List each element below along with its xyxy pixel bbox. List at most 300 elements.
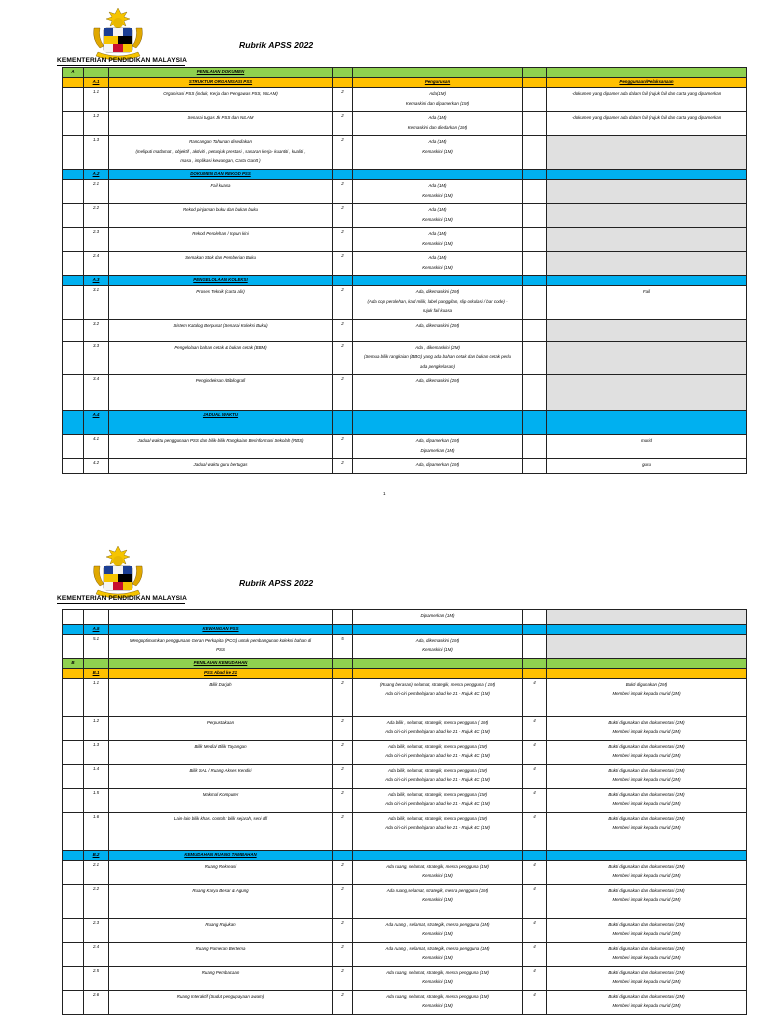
item-number-cell: 3.3 xyxy=(84,341,109,375)
item-number-cell: A.2 xyxy=(84,170,109,180)
management-score-cell: 2 xyxy=(333,204,353,228)
usage-descriptor-cell xyxy=(547,788,747,812)
section-letter-cell xyxy=(63,112,84,136)
usage-descriptor-cell xyxy=(547,286,747,320)
management-descriptor-cell xyxy=(353,884,523,918)
usage-score-cell xyxy=(523,68,547,78)
usage-score-cell xyxy=(523,850,547,860)
section-header-row xyxy=(63,276,747,286)
criteria-cell xyxy=(109,788,333,812)
rubric-row xyxy=(63,286,747,320)
management-score-cell: 2 xyxy=(333,180,353,204)
usage-score-cell: 4 xyxy=(523,788,547,812)
management-descriptor-cell-line: Kemaskini (1M) xyxy=(422,216,453,222)
usage-score-cell: 4 xyxy=(523,918,547,942)
management-score-cell: 2 xyxy=(333,942,353,966)
management-descriptor-cell-line: Ada ciri-ciri pembelajaran abad ke 21 - Rujuk 4C (1M) xyxy=(385,753,490,758)
criteria-cell: PENILAIAN DOKUMEN xyxy=(109,68,333,78)
usage-descriptor-cell-line: Memberi impak kepada murid (2M) xyxy=(612,897,681,902)
usage-descriptor-cell-line: Bukti digunakan dan dokumentasi (2M) xyxy=(608,993,685,999)
usage-score-cell xyxy=(523,668,547,678)
management-score-cell: 2 xyxy=(333,740,353,764)
rubric-row xyxy=(63,88,747,112)
criteria-cell xyxy=(109,341,333,375)
criteria-cell-line: PSS xyxy=(216,647,225,652)
item-number-cell: 2.5 xyxy=(84,966,109,990)
criteria-cell-line: Bilik Media/ Bilik Tayangan xyxy=(194,743,247,749)
usage-descriptor-cell xyxy=(547,812,747,850)
management-score-cell: 2 xyxy=(333,812,353,850)
criteria-cell-line: Bilik SAL / Ruang Akses Kendiri xyxy=(189,767,252,773)
criteria-cell-line: Pengelolaan bahan cetak & bukan cetak (BBM) xyxy=(174,344,267,350)
criteria-cell xyxy=(109,286,333,320)
usage-descriptor-cell xyxy=(547,850,747,860)
usage-descriptor-cell-line: Bukti digunakan dan dokumentasi (2M) xyxy=(608,969,685,975)
item-number-cell: 2.1 xyxy=(84,860,109,884)
usage-descriptor-cell xyxy=(547,658,747,668)
usage-score-cell xyxy=(523,341,547,375)
management-descriptor-cell xyxy=(353,276,523,286)
management-descriptor-cell-line: Ada, dikemaskini (2M) xyxy=(415,289,460,294)
usage-score-cell xyxy=(523,375,547,411)
usage-descriptor-cell xyxy=(547,918,747,942)
item-number-cell: 2.6 xyxy=(84,990,109,1014)
management-descriptor-cell-line: Ada bilik, selamat, strategik, mesra pengguna (1M) xyxy=(387,815,488,821)
criteria-cell-line: Rekod Perolehan / Inpun kini xyxy=(192,231,249,236)
usage-descriptor-cell-line: Bukti digunakan dan dokumentasi (2M) xyxy=(608,815,685,821)
section-letter-cell xyxy=(63,459,84,474)
management-score-cell xyxy=(333,658,353,668)
section-letter-cell xyxy=(63,990,84,1014)
usage-score-cell xyxy=(523,658,547,668)
management-descriptor-cell-line: Ada ruang , selamat, strategik, mesra pengguna (1M) xyxy=(385,921,490,927)
management-descriptor-cell xyxy=(353,435,523,459)
criteria-cell-line: Sistem Katalog Berpusat (Senarai Koleksi Buku) xyxy=(173,322,268,328)
usage-score-cell: 4 xyxy=(523,740,547,764)
management-descriptor-cell xyxy=(353,228,523,252)
item-number-cell: 3.1 xyxy=(84,286,109,320)
rubric-row xyxy=(63,459,747,474)
management-descriptor-cell-line: Ada ciri-ciri pembelajaran abad ke 21 - Rujuk 4C (1M) xyxy=(385,825,490,830)
criteria-cell xyxy=(109,918,333,942)
rubric-row xyxy=(63,884,747,918)
management-descriptor-cell-line: Dipamerkan (1M) xyxy=(420,447,455,453)
management-descriptor-cell xyxy=(353,678,523,716)
criteria-cell xyxy=(109,459,333,474)
management-descriptor-cell-line: Kemaskini (1M) xyxy=(422,1003,453,1008)
criteria-cell-line: Ruang Rekreasi xyxy=(204,863,237,869)
coat-of-arms-logo xyxy=(84,544,152,600)
management-descriptor-cell-line: Ada ruang, selamat, strategik, mesra pengguna (1M) xyxy=(386,993,489,999)
usage-score-cell xyxy=(523,136,547,170)
criteria-cell xyxy=(109,204,333,228)
usage-descriptor-cell xyxy=(547,634,747,658)
rubric-row xyxy=(63,634,747,658)
rubric-row xyxy=(63,716,747,740)
usage-score-cell: 4 xyxy=(523,860,547,884)
usage-descriptor-cell xyxy=(547,668,747,678)
usage-score-cell xyxy=(523,88,547,112)
item-number-cell: 2.4 xyxy=(84,942,109,966)
usage-descriptor-cell xyxy=(547,341,747,375)
management-descriptor-cell: Pengurusan xyxy=(353,78,523,88)
management-descriptor-cell xyxy=(353,112,523,136)
section-letter-cell xyxy=(63,276,84,286)
management-descriptor-cell-line: Ada(1M) xyxy=(429,91,446,96)
section-letter-cell xyxy=(63,884,84,918)
criteria-cell-line: masa , implikasi kewangan, Carta Gantt ) xyxy=(180,158,261,163)
page-gap xyxy=(0,520,768,538)
coat-of-arms-logo xyxy=(84,6,152,62)
ministry-underline xyxy=(57,603,185,604)
management-descriptor-cell xyxy=(353,411,523,435)
section-letter-cell xyxy=(63,764,84,788)
management-descriptor-cell-line: Ada ciri-ciri pembelajaran abad ke 21 - Rujuk 4C (1M) xyxy=(385,729,490,734)
management-descriptor-cell xyxy=(353,788,523,812)
rubric-row xyxy=(63,918,747,942)
usage-descriptor-cell xyxy=(547,884,747,918)
management-score-cell: 2 xyxy=(333,678,353,716)
rubric-row xyxy=(63,966,747,990)
management-descriptor-cell-line: Ada ciri-ciri pembelajaran abad ke 21 - Rujuk 4C (1M) xyxy=(385,777,490,782)
item-number-cell: 2.2 xyxy=(84,204,109,228)
management-descriptor-cell xyxy=(353,459,523,474)
usage-descriptor-cell xyxy=(547,375,747,411)
item-number-cell: A.5 xyxy=(84,624,109,634)
management-score-cell xyxy=(333,78,353,88)
usage-descriptor-cell xyxy=(547,435,747,459)
management-descriptor-cell-line: Kemaskini dan diedarkan (1M) xyxy=(407,124,468,130)
criteria-cell xyxy=(109,634,333,658)
usage-score-cell: 4 xyxy=(523,942,547,966)
management-descriptor-cell-line: Kemaskini (1M) xyxy=(422,192,453,198)
item-number-cell: B.2 xyxy=(84,850,109,860)
rubric-row xyxy=(63,788,747,812)
management-descriptor-cell-line: Kemaskini (1M) xyxy=(422,897,453,902)
usage-descriptor-cell-line: Bukti digunakan dan dokumentasi (2M) xyxy=(608,767,685,773)
criteria-cell: PSS Abad ke 21 xyxy=(109,668,333,678)
management-score-cell xyxy=(333,276,353,286)
management-descriptor-cell-line: Ada (1M) xyxy=(428,207,447,212)
management-descriptor-cell-line: Kemaskini (1M) xyxy=(422,148,453,154)
item-number-cell: 5.1 xyxy=(84,634,109,658)
usage-score-cell xyxy=(523,170,547,180)
criteria-cell: JADUAL WAKTU xyxy=(109,411,333,435)
criteria-cell xyxy=(109,860,333,884)
document-title: Rubrik APSS 2022 xyxy=(239,578,314,588)
management-descriptor-cell xyxy=(353,918,523,942)
management-descriptor-cell xyxy=(353,68,523,78)
usage-descriptor-cell-line: Bukti digunakan (2M) xyxy=(625,681,668,687)
management-descriptor-cell xyxy=(353,990,523,1014)
management-score-cell: 2 xyxy=(333,860,353,884)
section-letter-cell xyxy=(63,170,84,180)
section-letter-cell xyxy=(63,411,84,435)
usage-score-cell xyxy=(523,610,547,625)
management-descriptor-cell-line: Kemaskini (1M) xyxy=(422,240,453,246)
usage-descriptor-cell xyxy=(547,319,747,341)
management-descriptor-cell xyxy=(353,136,523,170)
management-score-cell xyxy=(333,850,353,860)
rubric-row xyxy=(63,678,747,716)
usage-descriptor-cell-line: Memberi impak kepada murid (2M) xyxy=(612,777,681,782)
management-descriptor-cell xyxy=(353,170,523,180)
item-number-cell: 2.3 xyxy=(84,918,109,942)
usage-descriptor-cell-line: Memberi impak kepada murid (2M) xyxy=(612,979,681,984)
usage-score-cell: 4 xyxy=(523,990,547,1014)
management-score-cell: 2 xyxy=(333,435,353,459)
item-number-cell xyxy=(84,658,109,668)
management-score-cell: 2 xyxy=(333,788,353,812)
criteria-cell xyxy=(109,375,333,411)
criteria-cell-line: Senarai tugas Jk PSS dan NILAM xyxy=(187,115,254,120)
management-score-cell: 2 xyxy=(333,990,353,1014)
usage-descriptor-cell-line: Bukti digunakan dan dokumentasi (2M) xyxy=(608,719,685,725)
management-descriptor-cell-line: Ada (1M) xyxy=(428,115,447,120)
item-number-cell: 1.3 xyxy=(84,740,109,764)
management-score-cell: 2 xyxy=(333,716,353,740)
section-header-row xyxy=(63,170,747,180)
section-letter-cell xyxy=(63,319,84,341)
item-number-cell: 4.2 xyxy=(84,459,109,474)
item-number-cell: 1.4 xyxy=(84,764,109,788)
usage-score-cell: 4 xyxy=(523,678,547,716)
rubric-row xyxy=(63,990,747,1014)
management-score-cell xyxy=(333,610,353,625)
management-score-cell xyxy=(333,624,353,634)
rubric-row xyxy=(63,319,747,341)
item-number-cell: 1.3 xyxy=(84,136,109,170)
rubric-row xyxy=(63,204,747,228)
usage-score-cell xyxy=(523,276,547,286)
management-score-cell: 2 xyxy=(333,228,353,252)
criteria-cell xyxy=(109,966,333,990)
usage-descriptor-cell-line: -dokumen yang dipamer ada dalam fail (rujuk fail dan carta yang dipamerkan xyxy=(571,91,722,96)
usage-descriptor-cell-line: Bukti digunakan dan dokumentasi (2M) xyxy=(608,887,685,893)
management-descriptor-cell-line: Kemaskini dan dipamerkan (1M) xyxy=(405,100,470,106)
criteria-cell-line: Lain-lain bilik khas. contoh: bilik sejarah, seni dll xyxy=(173,815,268,821)
management-score-cell: 5 xyxy=(333,634,353,658)
management-descriptor-cell xyxy=(353,942,523,966)
usage-descriptor-cell xyxy=(547,411,747,435)
usage-descriptor-cell xyxy=(547,204,747,228)
section-letter-cell xyxy=(63,204,84,228)
rubric-row xyxy=(63,136,747,170)
criteria-cell xyxy=(109,435,333,459)
section-letter-cell xyxy=(63,740,84,764)
management-descriptor-cell-line: Kemaskini (1M) xyxy=(422,647,453,652)
section-header-row xyxy=(63,78,747,88)
usage-descriptor-cell-line: Memberi impak kepada murid (2M) xyxy=(612,729,681,734)
item-number-cell xyxy=(84,610,109,625)
section-letter-cell xyxy=(63,716,84,740)
management-descriptor-cell-line: Kemaskini (1M) xyxy=(422,873,453,878)
usage-score-cell xyxy=(523,78,547,88)
usage-descriptor-cell xyxy=(547,276,747,286)
management-score-cell: 2 xyxy=(333,764,353,788)
usage-descriptor-cell xyxy=(547,136,747,170)
item-number-cell: 4.1 xyxy=(84,435,109,459)
usage-descriptor-cell xyxy=(547,860,747,884)
item-number-cell: 1.5 xyxy=(84,788,109,812)
management-descriptor-cell-line: Ada bilik , selamat, strategik, mesra pengguna ( 1M) xyxy=(386,719,489,725)
management-descriptor-cell-line: Kemaskini (1M) xyxy=(422,979,453,984)
usage-descriptor-cell xyxy=(547,624,747,634)
section-letter-cell: B xyxy=(63,658,84,668)
usage-descriptor-cell-line: guru xyxy=(642,462,651,467)
criteria-cell xyxy=(109,990,333,1014)
section-letter-cell xyxy=(63,228,84,252)
criteria-cell xyxy=(109,678,333,716)
usage-descriptor-cell-line: Memberi impak kepada murid (2M) xyxy=(612,801,681,806)
usage-score-cell xyxy=(523,180,547,204)
management-descriptor-cell xyxy=(353,204,523,228)
usage-descriptor-cell-line: Memberi impak kepada murid (2M) xyxy=(612,873,681,878)
rubric-row xyxy=(63,740,747,764)
item-number-cell: 1.2 xyxy=(84,716,109,740)
management-descriptor-cell xyxy=(353,624,523,634)
criteria-cell-line: Makmal Komputer xyxy=(202,791,239,797)
criteria-cell xyxy=(109,884,333,918)
section-header-row xyxy=(63,668,747,678)
usage-descriptor-cell xyxy=(547,716,747,740)
criteria-cell-line: Organisasi PSS (induk, Kerja dan Pengawas PSS, NILAM) xyxy=(163,91,278,96)
usage-score-cell xyxy=(523,435,547,459)
usage-score-cell: 4 xyxy=(523,966,547,990)
section-header-row xyxy=(63,624,747,634)
management-score-cell: 2 xyxy=(333,286,353,320)
management-descriptor-cell xyxy=(353,658,523,668)
section-letter-cell xyxy=(63,850,84,860)
management-score-cell: 2 xyxy=(333,319,353,341)
section-letter-cell xyxy=(63,610,84,625)
management-score-cell: 2 xyxy=(333,252,353,276)
section-letter-cell xyxy=(63,788,84,812)
criteria-cell xyxy=(109,812,333,850)
rubric-row xyxy=(63,610,747,625)
criteria-cell xyxy=(109,228,333,252)
ministry-underline xyxy=(57,65,185,66)
usage-descriptor-cell xyxy=(547,678,747,716)
section-letter-cell xyxy=(63,286,84,320)
rubric-table xyxy=(62,67,747,474)
usage-descriptor-cell xyxy=(547,252,747,276)
usage-descriptor-cell-line: Bukti digunakan dan dokumentasi (2M) xyxy=(608,743,685,749)
criteria-cell-line: Ruang Pembacaan xyxy=(201,969,240,975)
management-descriptor-cell-line: Ada ciri-ciri pembelajaran abad ke 21 - Rujuk 4C (1M) xyxy=(385,691,490,696)
management-score-cell xyxy=(333,411,353,435)
item-number-cell: B.1 xyxy=(84,668,109,678)
criteria-cell-line: Perpustakaan xyxy=(206,719,235,725)
management-score-cell: 2 xyxy=(333,918,353,942)
usage-score-cell xyxy=(523,634,547,658)
criteria-cell: DOKUMEN DAN REKOD PSS xyxy=(109,170,333,180)
usage-score-cell: 4 xyxy=(523,764,547,788)
usage-score-cell: 4 xyxy=(523,716,547,740)
usage-descriptor-cell-line: Memberi impak kepada murid (2M) xyxy=(612,825,681,830)
management-score-cell: 2 xyxy=(333,966,353,990)
section-letter-cell xyxy=(63,812,84,850)
usage-descriptor-cell-line: Bukti digunakan dan dokumentasi (2M) xyxy=(608,863,685,869)
page-number: 1 xyxy=(383,491,386,496)
rubric-row xyxy=(63,942,747,966)
section-letter-cell xyxy=(63,966,84,990)
management-score-cell xyxy=(333,170,353,180)
usage-descriptor-cell-line: Memberi impak kepada murid (2M) xyxy=(612,1003,681,1008)
item-number-cell: A.3 xyxy=(84,276,109,286)
rubric-table xyxy=(62,609,747,1015)
criteria-cell-line: Bilik Darjah xyxy=(209,681,232,687)
management-descriptor-cell-line: Ada, dikemaskini (1M) xyxy=(415,637,460,643)
section-letter-cell xyxy=(63,375,84,411)
item-number-cell: 2.2 xyxy=(84,884,109,918)
management-descriptor-cell-line: Ada, dikemaskini (2M) xyxy=(415,378,460,383)
management-descriptor-cell-line: Ada, dikemaskini (2M) xyxy=(415,322,460,328)
usage-descriptor-cell-line: Memberi impak kepada murid (2M) xyxy=(612,753,681,758)
criteria-cell-line: Rancangan Tahunan disediakan xyxy=(189,139,252,144)
criteria-cell: STRUKTUR ORGANISASI PSS xyxy=(109,78,333,88)
usage-descriptor-cell xyxy=(547,990,747,1014)
rubric-row xyxy=(63,812,747,850)
management-descriptor-cell-line: Ada ruang , selamat, strategik, mesra pengguna (1M) xyxy=(385,945,490,951)
section-letter-cell: A xyxy=(63,68,84,78)
management-descriptor-cell-line: Ada ruang, selamat, strategik, mesra pengguna (1M) xyxy=(386,969,489,975)
management-score-cell: 2 xyxy=(333,341,353,375)
management-score-cell: 2 xyxy=(333,884,353,918)
usage-score-cell xyxy=(523,204,547,228)
section-letter-cell xyxy=(63,918,84,942)
section-letter-cell xyxy=(63,78,84,88)
criteria-cell xyxy=(109,136,333,170)
usage-descriptor-cell xyxy=(547,88,747,112)
rubric-row xyxy=(63,252,747,276)
criteria-cell-line: Ruang Interaktif (Sudut pengupayaan awam) xyxy=(176,993,265,999)
management-descriptor-cell xyxy=(353,668,523,678)
management-descriptor-cell xyxy=(353,634,523,658)
section-letter-cell xyxy=(63,678,84,716)
usage-descriptor-cell xyxy=(547,180,747,204)
criteria-cell-line: Proses Teknik (carta alir) xyxy=(196,289,245,294)
criteria-cell xyxy=(109,764,333,788)
management-score-cell: 2 xyxy=(333,375,353,411)
management-descriptor-cell xyxy=(353,180,523,204)
document-page-2 xyxy=(0,538,768,1024)
rubric-row xyxy=(63,375,747,411)
usage-score-cell xyxy=(523,459,547,474)
item-number-cell: A.4 xyxy=(84,411,109,435)
section-letter-cell xyxy=(63,88,84,112)
criteria-cell xyxy=(109,610,333,625)
criteria-cell: KEWANGAN PSS xyxy=(109,624,333,634)
management-descriptor-cell-line: Ada (1M) xyxy=(428,231,447,236)
item-number-cell: A.1 xyxy=(84,78,109,88)
management-descriptor-cell xyxy=(353,610,523,625)
criteria-cell xyxy=(109,88,333,112)
criteria-cell-line: Pengindeksan /Bibliografi xyxy=(195,378,246,383)
management-score-cell xyxy=(333,668,353,678)
criteria-cell-line: Rekod pinjaman buku dan bukan buku xyxy=(183,207,258,212)
item-number-cell: 3.4 xyxy=(84,375,109,411)
usage-score-cell xyxy=(523,228,547,252)
item-number-cell: 1.1 xyxy=(84,88,109,112)
rubric-row xyxy=(63,228,747,252)
management-descriptor-cell-line: (Semua bilik rangkaian (BBG) yang ada bahan cetak dan bukan cetak perlu xyxy=(364,354,511,359)
usage-score-cell xyxy=(523,286,547,320)
management-descriptor-cell-line: Ada ciri-ciri pembelajaran abad ke 21 - Rujuk 4C (1M) xyxy=(385,801,490,806)
section-header-row xyxy=(63,850,747,860)
rubric-row xyxy=(63,435,747,459)
item-number-cell: 1.2 xyxy=(84,112,109,136)
